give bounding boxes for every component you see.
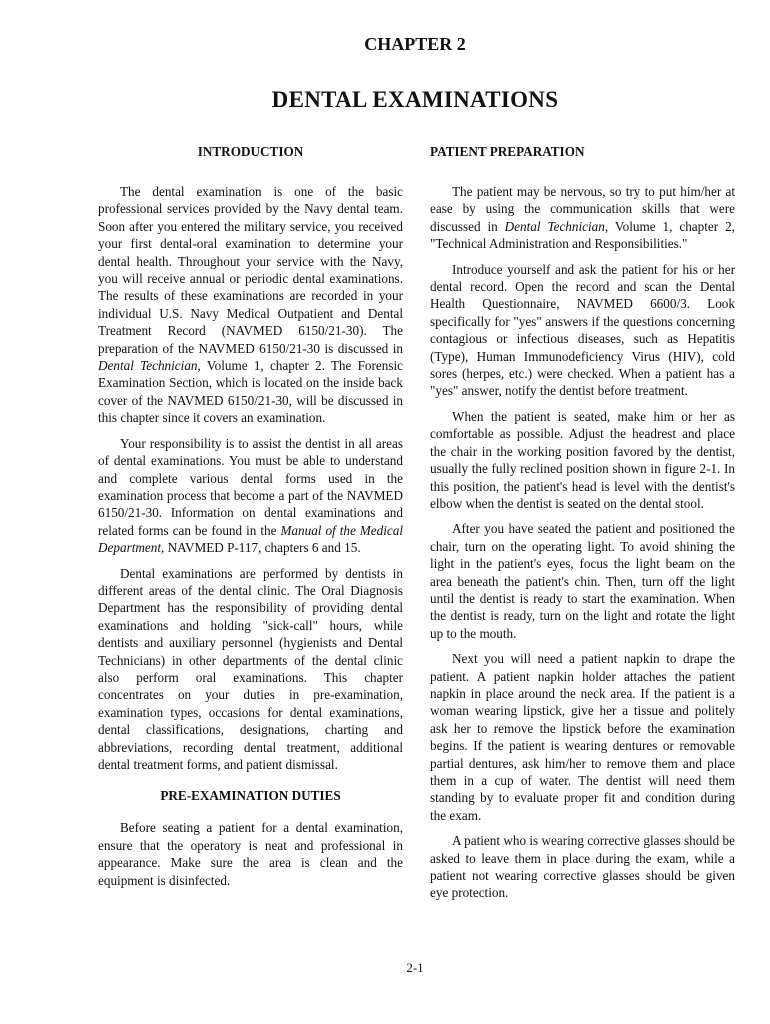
prep-paragraph-3: When the patient is seated, make him or her as comfortable as possible. Adjust the headrest and place the chair in the working position favored by the dentist, usually the fully reclined position shown in figure 2-1. In this position, the patient's head is level with the dentist's elbow when the dentist is seated on the dental stool. [430,408,735,511]
intro-paragraph-1: The dental examination is one of the basic professional services provided by the Navy dental team. Soon after you entered the military service, you received your first dental-oral examination to determine your dental health. Throughout your service with the Navy, you will receive annual or periodic dental examinations. The results of these examinations are recorded in your individual U.S. Navy Medical Outpatient and Dental Treatment Record (NAVMED 6150/21-30). The preparation of the NAVMED 6150/21-30 is discussed in Dental Technician, Volume 1, chapter 2. The Forensic Examination Section, which is located on the inside back cover of the NAVMED 6150/21-30, will be discussed in this chapter since it covers an examination. [98,184,404,426]
introduction-heading: INTRODUCTION [197,144,304,159]
left-column [98,143,403,897]
intro-paragraph-3: Dental examinations are performed by dentists in different areas of the dental clinic. The Oral Diagnosis Department has the responsibility of providing dental examinations and holding "sick-call" hours, while dentists and auxiliary personnel (hygienists and Dental Technicians) in other departments of the dental clinic also perform oral examinations. This chapter concentrates on your duties in pre-examination, examination types, occasions for dental examinations, dental classifications, designations, charting and abbreviations, recording dental treatment, additional dental treatment forms, and patient dismissal. [98,565,403,772]
prep-paragraph-4: After you have seated the patient and positioned the chair, turn on the operating light. To avoid shining the light in the patient's eyes, focus the light beam on the area beneath the patient's chin. Then, turn off the light until the dentist is ready to start the examination. When the dentist is ready, turn on the light and rotate the light up to the mouth. [430,521,735,641]
chapter-number: CHAPTER 2 [364,34,466,54]
patient-preparation-heading: PATIENT PREPARATION [430,144,585,159]
right-column [430,143,735,910]
prep-paragraph-5: Next you will need a patient napkin to drape the patient. A patient napkin holder attaches the patient napkin in place around the neck area. If the patient is a woman wearing lipstick, give her a tissue and politely ask her to remove the lipstick before the examination begins. If the patient is wearing dentures or removable partial dentures, ask him/her to remove them and place them in a cup of water. The dentist will need them standing by to evaluate proper fit and condition during the exam. [430,651,735,823]
page-number: 2-1 [406,960,424,975]
prep-paragraph-2: Introduce yourself and ask the patient for his or her dental record. Open the record and scan the Dental Health Questionnaire, NAVMED 6600/3. Look specifically for "yes" answers if the questions concerning contagious or infectious diseases, such as Hepatitis (Type), Human Immunodeficiency Virus (HIV), cold sores (herpes, etc.) were checked. When a patient has a "yes" answer, notify the dentist before treatment. [430,261,735,399]
prep-paragraph-6: A patient who is wearing corrective glasses should be asked to leave them in place during the exam, while a patient not wearing corrective glasses should be given eye protection. [430,833,735,901]
pre-examination-paragraph: Before seating a patient for a dental examination, ensure that the operatory is neat and professional in appearance. Make sure the area is clean and the equipment is disinfected. [98,820,403,888]
pre-examination-heading: PRE-EXAMINATION DUTIES [160,788,341,804]
chapter-title: DENTAL EXAMINATIONS [271,87,559,112]
intro-paragraph-2: Your responsibility is to assist the dentist in all areas of dental examinations. You must be able to understand and complete various dental forms used in the examination process that become a part of the NAVMED 6150/21-30. Information on dental examinations and related forms can be found in the Manual of the Medical Department, NAVMED P-117, chapters 6 and 15. [98,435,403,556]
prep-paragraph-1: The patient may be nervous, so try to put him/her at ease by using the communication skills that were discussed in Dental Technician, Volume 1, chapter 2, "Technical Administration and Responsibilities." [430,184,735,252]
